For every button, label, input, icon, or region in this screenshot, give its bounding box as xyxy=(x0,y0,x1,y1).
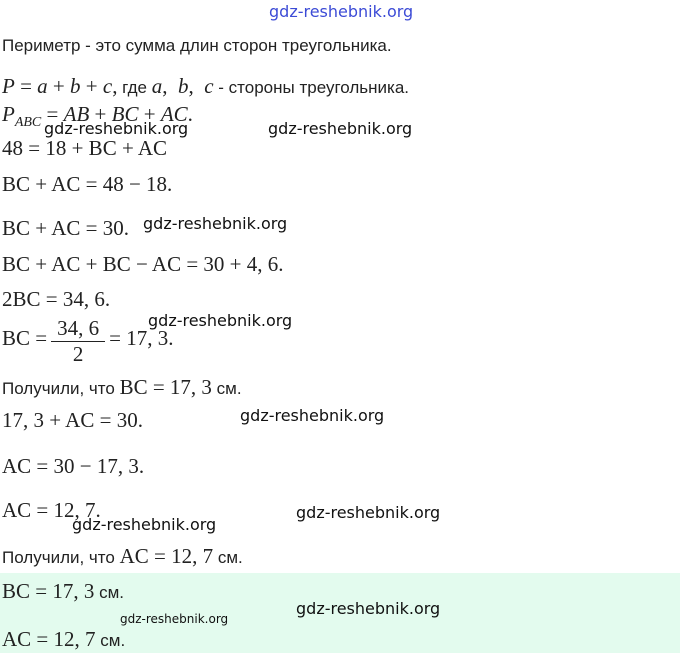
step-11: AC = 12, 7. xyxy=(2,498,101,522)
watermark[interactable]: gdz-reshebnik.org xyxy=(268,119,413,138)
result-bc: Получили, что BC = 17, 3 см. xyxy=(2,375,242,399)
answer-bc: BC = 17, 3 см. xyxy=(2,579,125,603)
result-ac: Получили, что AC = 12, 7 см. xyxy=(2,544,243,568)
watermark[interactable]: gdz-reshebnik.org xyxy=(120,612,229,626)
perimeter-abc: $P_{ABC}$ = AB + BC + AC. xyxy=(2,102,193,130)
watermark[interactable]: gdz-reshebnik.org xyxy=(143,214,288,233)
step-8-fraction: BC = $\frac{34, 6}{2}$ = 17, 3. xyxy=(2,315,174,366)
watermark-top[interactable]: gdz-reshebnik.org xyxy=(269,2,414,21)
answer-ac: AC = 12, 7 см. xyxy=(2,627,126,651)
step-10: AC = 30 − 17, 3. xyxy=(2,454,145,478)
step-5: BC + AC = 30. xyxy=(2,216,129,240)
watermark[interactable]: gdz-reshebnik.org xyxy=(296,599,441,618)
watermark[interactable]: gdz-reshebnik.org xyxy=(240,406,385,425)
step-9: 17, 3 + AC = 30. xyxy=(2,408,143,432)
intro-text: Периметр - это сумма длин сторон треугольника. xyxy=(2,36,392,55)
watermark[interactable]: gdz-reshebnik.org xyxy=(148,311,293,330)
step-4: BC + AC = 48 − 18. xyxy=(2,172,173,196)
step-7: 2BC = 34, 6. xyxy=(2,287,111,311)
watermark[interactable]: gdz-reshebnik.org xyxy=(296,503,441,522)
watermark[interactable]: gdz-reshebnik.org xyxy=(72,515,217,534)
step-3: 48 = 18 + BC + AC xyxy=(2,136,168,160)
fraction: $\frac{34, 6}{2}$ xyxy=(51,316,105,366)
watermark[interactable]: gdz-reshebnik.org xyxy=(44,119,189,138)
step-6: BC + AC + BC − AC = 30 + 4, 6. xyxy=(2,252,284,276)
perimeter-formula: P = a + b + c, где a, b, c - стороны треугольника. xyxy=(2,74,410,98)
